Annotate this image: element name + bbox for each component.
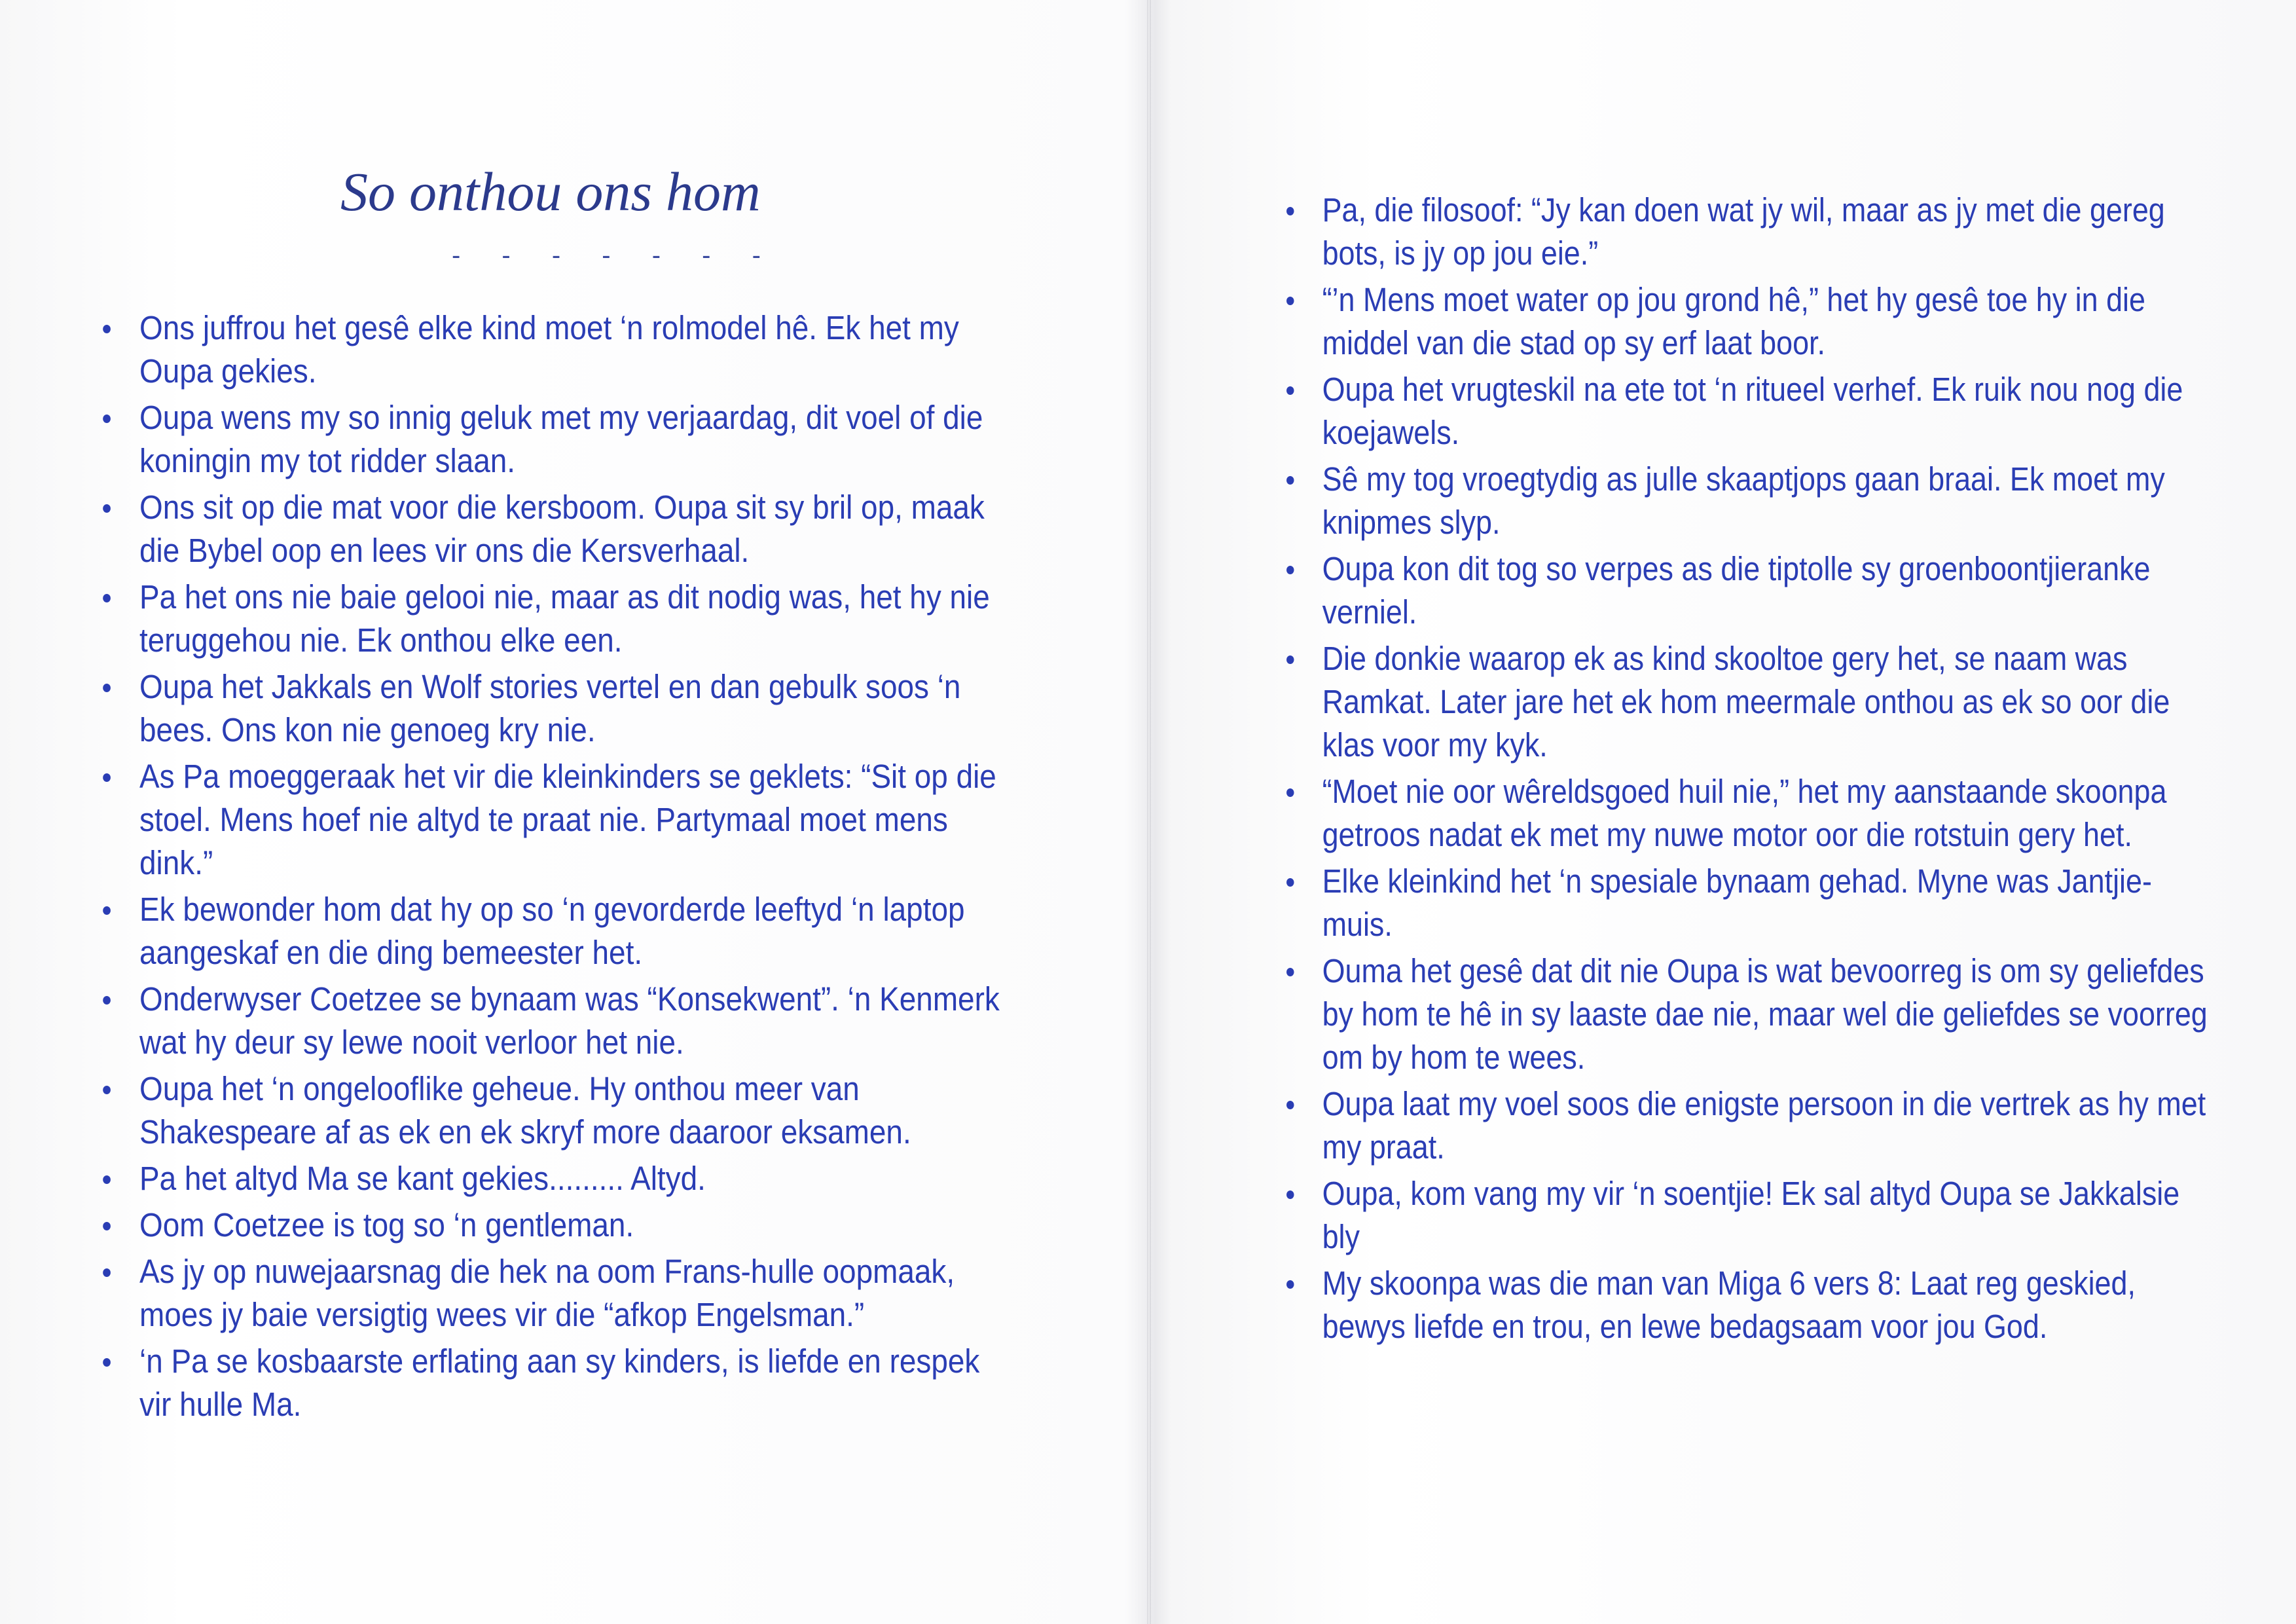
left-page: [0, 0, 1147, 1624]
right-page: [1151, 0, 2296, 1624]
memories-list-right: [1282, 189, 2210, 1352]
list-item: Oupa wens my so innig geluk met my verjaardag, dit voel of die koningin my tot ridder slaan.: [98, 396, 1006, 483]
list-item: Oupa kon dit tog so verpes as die tiptolle sy groenboontjieranke verniel.: [1282, 547, 2210, 634]
list-item: Ons sit op die mat voor die kersboom. Oupa sit sy bril op, maak die Bybel oop en lees vir ons die Kersverhaal.: [98, 486, 1006, 572]
list-item: Oom Coetzee is tog so ‘n gentleman.: [98, 1204, 1006, 1247]
title-divider: - - - - - - -: [452, 241, 778, 270]
list-item: Ek bewonder hom dat hy op so ‘n gevorderde leeftyd ‘n laptop aangeskaf en die ding bemeester het.: [98, 888, 1006, 974]
page-title: So onthou ons hom: [340, 162, 761, 223]
list-item: Oupa het ‘n ongelooflike geheue. Hy onthou meer van Shakespeare af as ek en ek skryf more daaroor eksamen.: [98, 1067, 1006, 1154]
list-item: Pa, die filosoof: “Jy kan doen wat jy wil, maar as jy met die gereg bots, is jy op jou eie.”: [1282, 189, 2210, 275]
list-item: As jy op nuwejaarsnag die hek na oom Frans-hulle oopmaak, moes jy baie versigtig wees vir die “afkop Engelsman.”: [98, 1250, 1006, 1337]
list-item: “Moet nie oor wêreldsgoed huil nie,” het my aanstaande skoonpa getroos nadat ek met my nuwe motor oor die rotstuin gery het.: [1282, 770, 2210, 857]
list-item: Ons juffrou het gesê elke kind moet ‘n rolmodel hê. Ek het my Oupa gekies.: [98, 306, 1006, 393]
list-item: Oupa het Jakkals en Wolf stories vertel en dan gebulk soos ‘n bees. Ons kon nie genoeg kry nie.: [98, 665, 1006, 752]
list-item: Oupa, kom vang my vir ‘n soentjie! Ek sal altyd Oupa se Jakkalsie bly: [1282, 1172, 2210, 1259]
list-item: My skoonpa was die man van Miga 6 vers 8: Laat reg geskied, bewys liefde en trou, en lewe bedagsaam voor jou God.: [1282, 1262, 2210, 1348]
list-item: ‘n Pa se kosbaarste erflating aan sy kinders, is liefde en respek vir hulle Ma.: [98, 1340, 1006, 1426]
list-item: Oupa laat my voel soos die enigste persoon in die vertrek as hy met my praat.: [1282, 1082, 2210, 1169]
list-item: Onderwyser Coetzee se bynaam was “Konsekwent”. ‘n Kenmerk wat hy deur sy lewe nooit verloor het nie.: [98, 978, 1006, 1064]
list-item: Oupa het vrugteskil na ete tot ‘n ritueel verhef. Ek ruik nou nog die koejawels.: [1282, 368, 2210, 454]
memories-list-left: [98, 306, 1006, 1430]
list-item: As Pa moeggeraak het vir die kleinkinders se geklets: “Sit op die stoel. Mens hoef nie altyd te praat nie. Partymaal moet mens dink.”: [98, 755, 1006, 885]
list-item: Ouma het gesê dat dit nie Oupa is wat bevoorreg is om sy geliefdes by hom te hê in sy laaste dae nie, maar wel die geliefdes se voorreg om by hom te wees.: [1282, 950, 2210, 1079]
list-item: Die donkie waarop ek as kind skooltoe gery het, se naam was Ramkat. Later jare het ek hom meermale onthou as ek so oor die klas voor my kyk.: [1282, 637, 2210, 767]
list-item: Elke kleinkind het ‘n spesiale bynaam gehad. Myne was Jantjie-muis.: [1282, 860, 2210, 946]
list-item: Pa het ons nie baie gelooi nie, maar as dit nodig was, het hy nie teruggehou nie. Ek onthou elke een.: [98, 576, 1006, 662]
list-item: “’n Mens moet water op jou grond hê,” het hy gesê toe hy in die middel van die stad op sy erf laat boor.: [1282, 278, 2210, 365]
list-item: Pa het altyd Ma se kant gekies......... Altyd.: [98, 1157, 1006, 1200]
list-item: Sê my tog vroegtydig as julle skaaptjops gaan braai. Ek moet my knipmes slyp.: [1282, 458, 2210, 544]
